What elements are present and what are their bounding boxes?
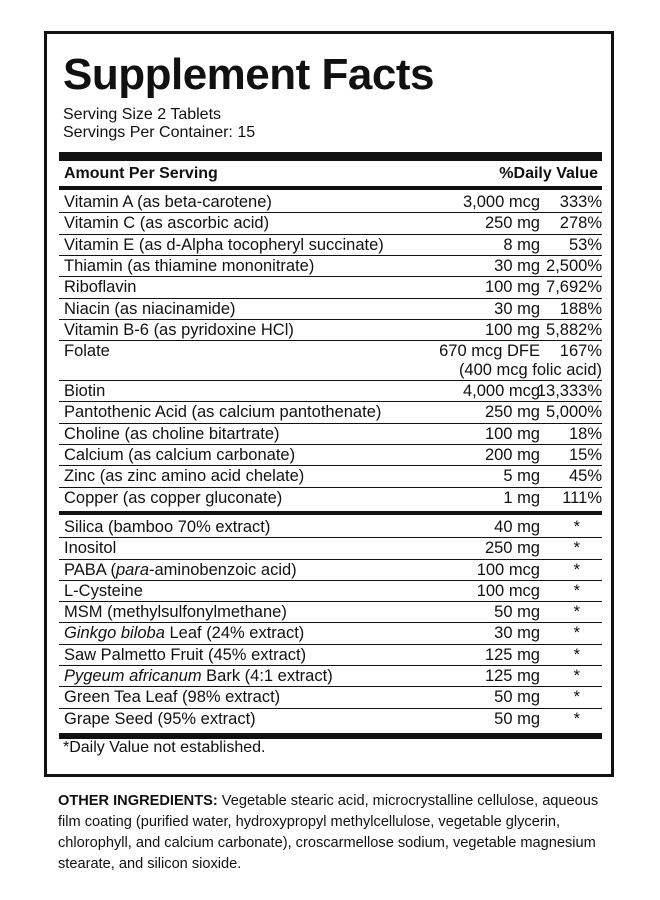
nutrient-name-part: -aminobenzoic acid) [149,560,297,579]
nutrient-name: Riboflavin [64,278,137,297]
nutrient-row [59,488,602,509]
nutrient-amount: 670 mcg DFE [439,342,540,361]
nutrient-name: Thiamin (as thiamine mononitrate) [64,256,315,275]
thick-divider [59,152,602,161]
nutrient-amount: 3,000 mcg [462,193,540,211]
nutrient-name: Vitamin A (as beta-carotene) [64,193,272,211]
nutrient-daily-value: 7,692% [546,278,602,297]
nutrient-name: Vitamin C (as ascorbic acid) [64,214,270,233]
nutrient-daily-value: * [573,539,580,558]
nutrient-name-part: PABA ( [64,560,116,579]
nutrient-daily-value: 18% [568,424,602,443]
nutrient-daily-value: 188% [559,299,602,318]
other-ingredients [58,791,618,875]
servings-per-container [63,124,255,142]
nutrient-row [59,687,602,708]
servings-value: 15 [237,124,256,141]
nutrient-row [59,581,602,602]
nutrient-name: Vitamin E (as d-Alpha tocopheryl succinate) [64,235,384,254]
nutrient-name: Calcium (as calcium carbonate) [64,446,296,464]
nutrient-amount: 200 mg [484,446,540,464]
nutrient-name: Grape Seed (95% extract) [64,709,256,728]
nutrient-row [59,666,602,687]
nutrient-daily-value: 5,000% [546,403,602,422]
nutrient-name: MSM (methylsulfonylmethane) [64,603,287,622]
nutrient-row [59,256,602,277]
nutrient-daily-value: 53% [568,235,602,254]
nutrient-daily-value: * [573,624,580,643]
nutrient-name: Vitamin B-6 (as pyridoxine HCl) [64,320,294,339]
nutrient-row [59,538,602,559]
nutrient-row [59,341,602,381]
nutrient-name-italic: Pygeum africanum [64,667,202,685]
other-ingredients-label: OTHER INGREDIENTS: [58,793,218,809]
nutrient-daily-value: * [573,709,580,728]
header-daily-value: %Daily Value [499,165,598,182]
nutrient-name: Inositol [64,539,117,558]
nutrient-row [59,517,602,538]
nutrient-row [59,299,602,320]
nutrient-amount: 125 mg [484,645,540,664]
nutrient-amount: 8 mg [503,235,540,254]
nutrient-daily-value: 167% [559,342,602,361]
nutrient-name-part: Bark (4:1 extract) [201,667,333,685]
nutrient-name: Niacin (as niacinamide) [64,299,236,318]
nutrient-amount: 100 mg [484,320,540,339]
nutrient-daily-value: 2,500% [546,256,602,275]
row-divider [59,511,602,515]
nutrient-name: Copper (as copper gluconate) [64,488,283,507]
panel-title: Supplement Facts [63,50,434,99]
nutrient-amount: 125 mg [484,667,540,685]
nutrient-row [59,277,602,298]
header-amount-per-serving: Amount Per Serving [64,165,218,182]
servings-label: Servings Per Container: [63,124,233,141]
other-ingredients-text: Vegetable stearic acid, microcrystalline cellulose, aqueous film coating (purified water, hydroxypropyl methylcellulose, vegetable glycerin, chlorophyll, and calcium carbonate), croscarmellose sodium, vegetable magnesium stearate, and silicon sioxide. [58,793,599,872]
nutrient-name [64,666,333,686]
medium-divider [59,186,602,190]
nutrient-name [64,623,304,643]
nutrient-amount: 50 mg [494,603,540,622]
nutrient-daily-value: 13,333% [536,382,602,401]
nutrient-amount: 100 mcg [476,560,540,579]
nutrient-amount: 250 mg [484,539,540,558]
nutrient-amount: 30 mg [494,299,540,318]
nutrient-amount: 100 mg [484,424,540,443]
nutrient-row [59,560,602,581]
nutrient-amount: 250 mg [484,214,540,233]
nutrient-row [59,235,602,256]
nutrient-name [64,560,297,580]
nutrient-amount: 1 mg [503,488,540,507]
nutrient-amount: 30 mg [494,256,540,275]
nutrient-daily-value: * [573,517,580,536]
nutrient-row [59,213,602,234]
nutrient-amount: 100 mcg [476,581,540,600]
nutrient-name: Biotin [64,382,106,401]
nutrient-row [59,402,602,423]
nutrient-name: L-Cysteine [64,581,143,600]
nutrient-daily-value: 5,882% [546,320,602,339]
nutrient-daily-value: 333% [559,193,602,211]
nutrient-name: Silica (bamboo 70% extract) [64,517,271,536]
nutrient-amount: 50 mg [494,688,540,707]
nutrient-amount: 250 mg [484,403,540,422]
nutrient-name: Saw Palmetto Fruit (45% extract) [64,645,307,664]
nutrient-row [59,602,602,623]
nutrient-name: Zinc (as zinc amino acid chelate) [64,467,305,486]
nutrient-row [59,445,602,466]
nutrient-daily-value: 45% [568,467,602,486]
nutrient-amount: 4,000 mcg [462,382,540,401]
nutrient-amount: 100 mg [484,278,540,297]
nutrient-row [59,320,602,341]
nutrient-daily-value: 278% [559,214,602,233]
nutrient-daily-value: * [573,667,580,685]
nutrient-row [59,424,602,445]
nutrient-daily-value: * [573,645,580,664]
nutrient-daily-value: * [573,581,580,600]
nutrient-name-italic: Ginkgo biloba [64,624,165,643]
nutrient-name-italic: para [115,560,149,579]
nutrient-daily-value: * [573,560,580,579]
supplement-facts-panel [44,31,614,777]
nutrient-row [59,645,602,666]
nutrient-daily-value: 111% [562,488,602,507]
nutrient-name-part: Leaf (24% extract) [164,624,305,643]
nutrient-name: Pantothenic Acid (as calcium pantothenate) [64,403,382,422]
nutrient-amount: 50 mg [494,709,540,728]
nutrient-name: Green Tea Leaf (98% extract) [64,688,281,707]
footnote: *Daily Value not established. [63,739,266,756]
nutrient-amount: 40 mg [494,517,540,536]
nutrient-row [59,623,602,644]
serving-size: Serving Size 2 Tablets [63,106,222,123]
nutrient-amount: 5 mg [503,467,540,486]
nutrient-name: Choline (as choline bitartrate) [64,424,280,443]
nutrient-row [59,709,602,730]
nutrient-row [59,192,602,213]
nutrient-row [59,381,602,402]
nutrient-row [59,466,602,487]
nutrient-daily-value: * [573,688,580,707]
nutrient-amount: 30 mg [494,624,540,643]
nutrient-daily-value: * [573,603,580,622]
nutrient-daily-value: 15% [568,446,602,464]
nutrient-amount-note: (400 mcg folic acid) [458,361,602,380]
nutrient-name: Folate [64,342,110,361]
